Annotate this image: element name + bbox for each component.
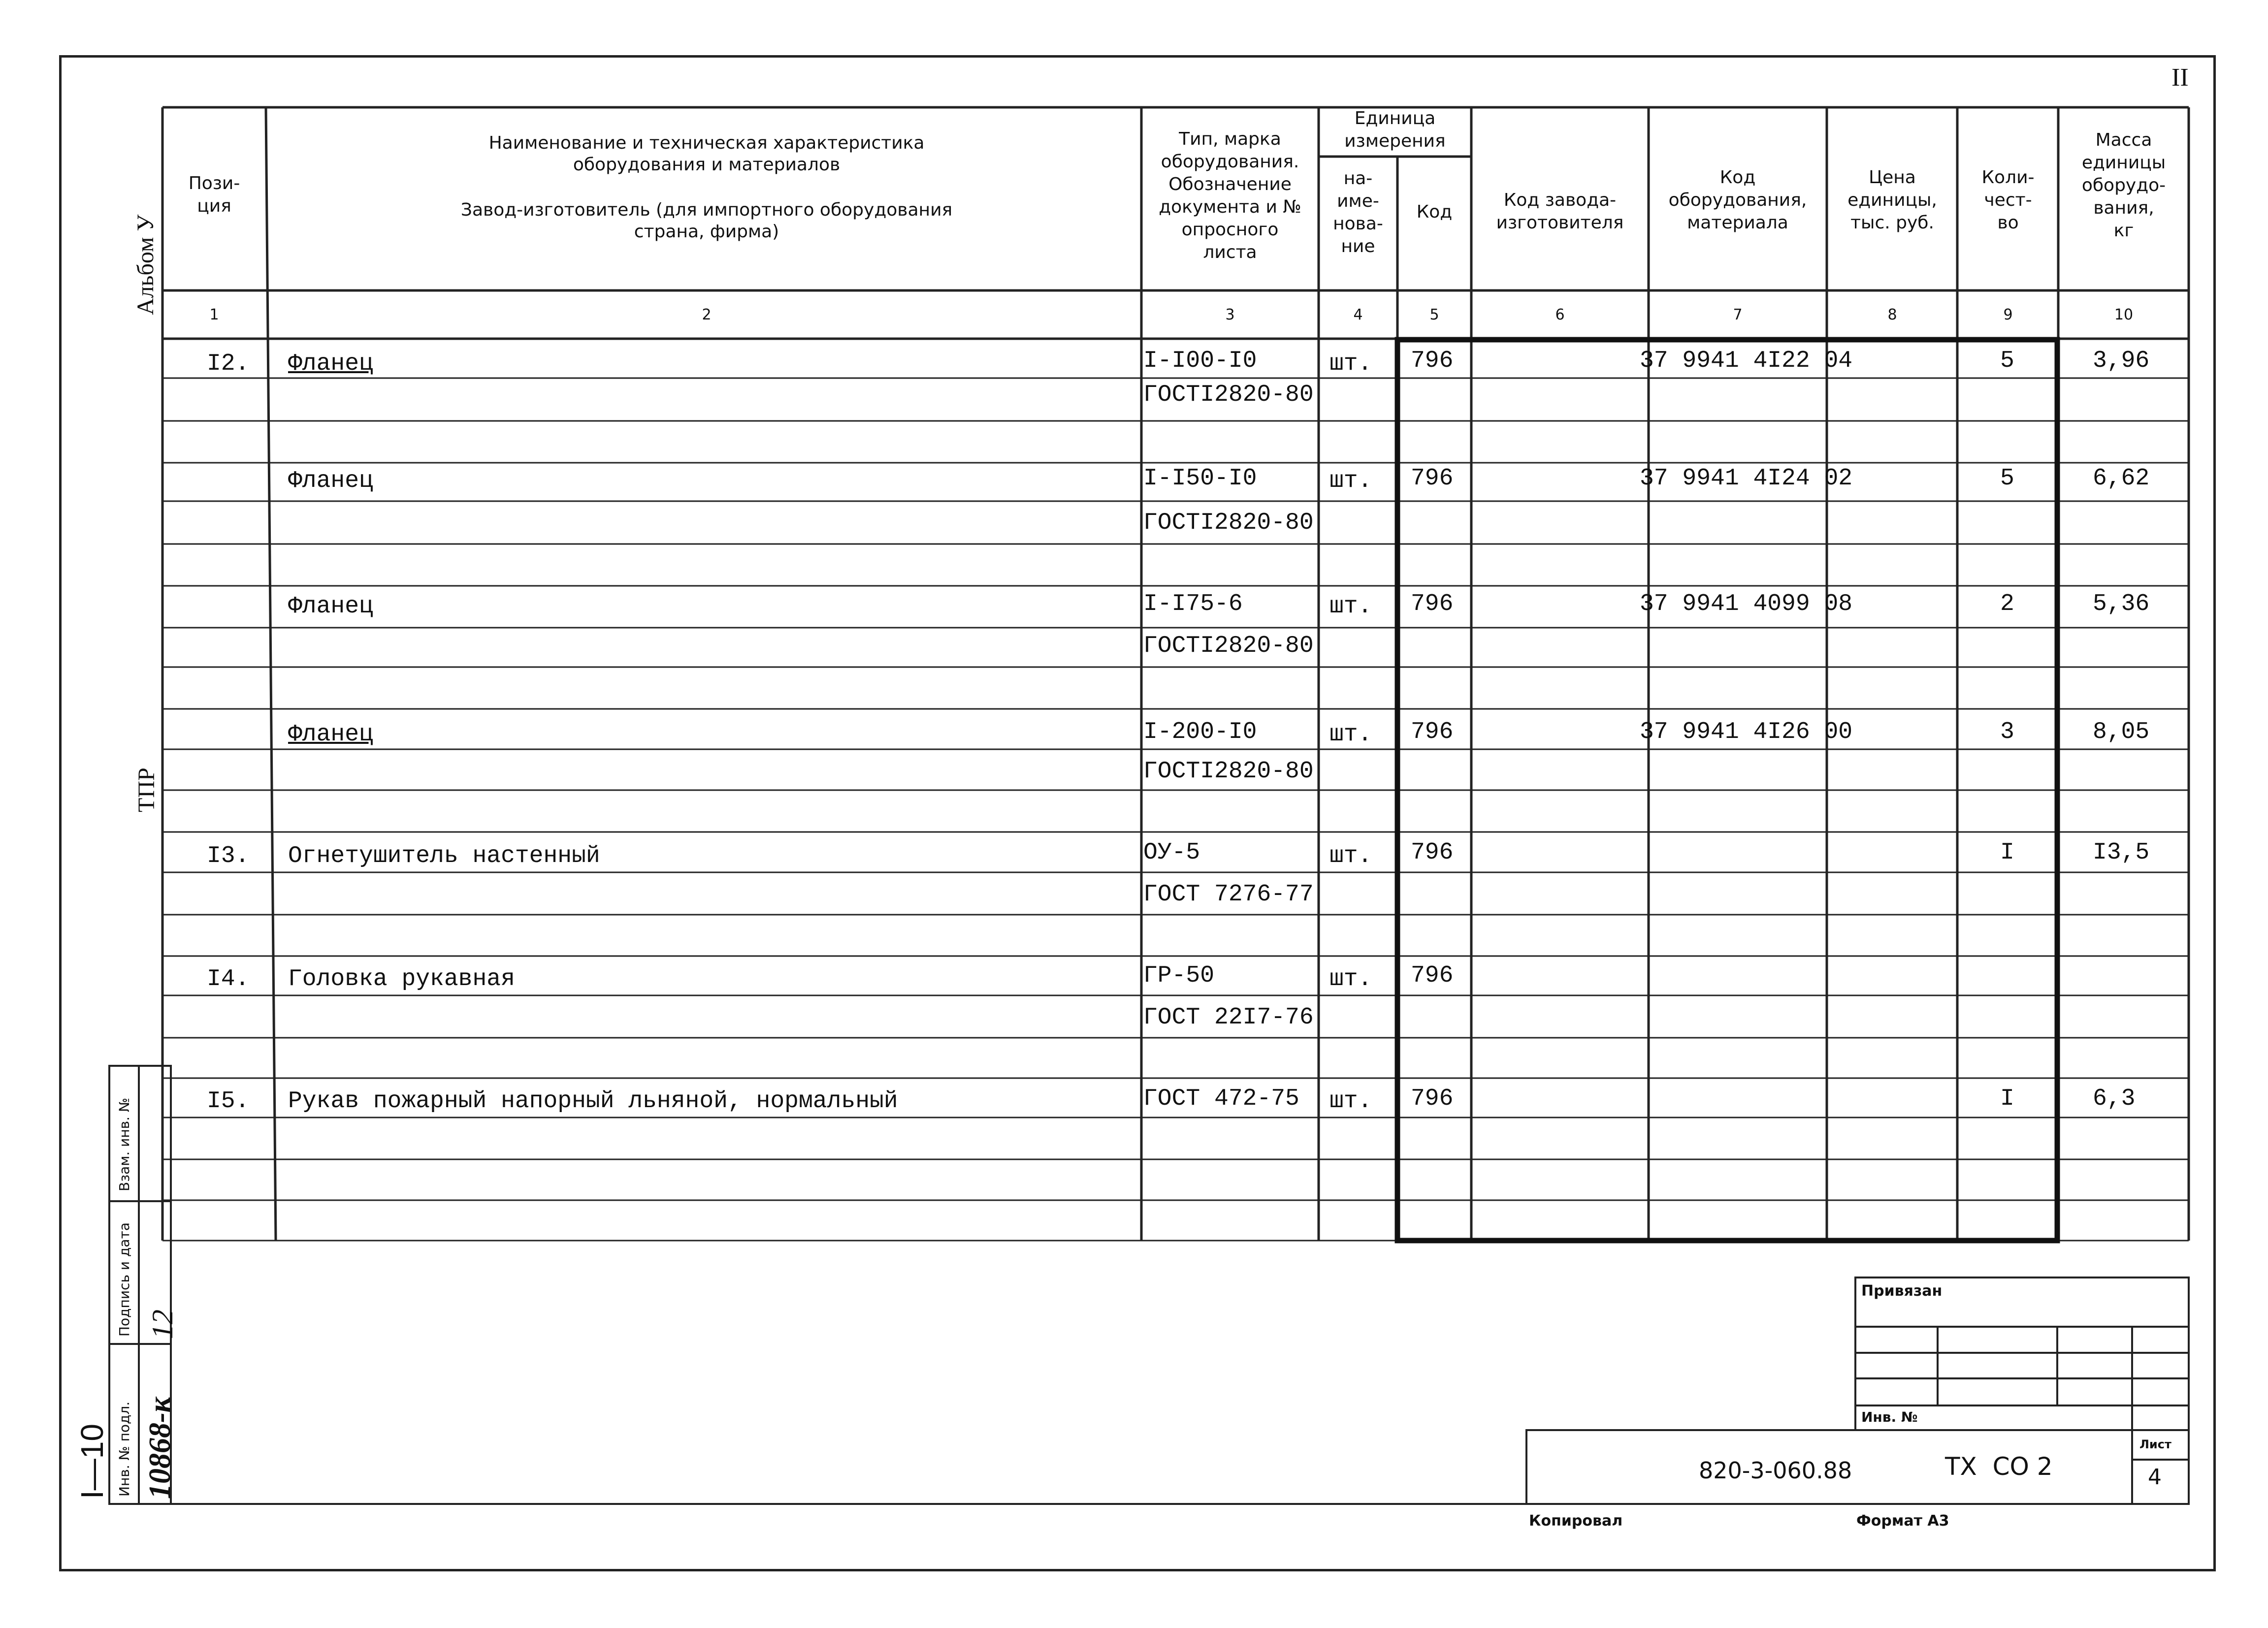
- row3-equip: 37 9941 4099 08: [1640, 591, 1853, 617]
- row3-mass: 5,36: [2093, 591, 2150, 617]
- row4-standard: ГОСТI2820-80: [1143, 758, 1314, 785]
- header-position: Пози- ция: [188, 173, 240, 216]
- row7-unit: шт.: [1329, 1088, 1372, 1115]
- row3-code: 796: [1411, 591, 1454, 617]
- col-number-6: 6: [1555, 306, 1565, 323]
- col-number-5: 5: [1429, 306, 1439, 323]
- row2-code: 796: [1411, 465, 1454, 492]
- row2-standard: ГОСТI2820-80: [1143, 510, 1314, 536]
- row4-qty: 3: [2000, 719, 2014, 745]
- row4-equip: 37 9941 4I26 00: [1640, 719, 1853, 745]
- row6-name: Головка рукавная: [288, 966, 515, 992]
- header-type: Тип, марка оборудования. Обозначение документа и № опросного листа: [1159, 129, 1301, 262]
- row1-code: 796: [1411, 348, 1454, 374]
- sheet-number-top: II: [2171, 64, 2189, 92]
- header-unit: Единица измерения: [1344, 108, 1446, 151]
- row3-qty: 2: [2000, 591, 2014, 617]
- row4-code: 796: [1411, 719, 1454, 745]
- row4-mass: 8,05: [2093, 719, 2150, 745]
- row6-position: I4.: [207, 966, 250, 992]
- header-qty: Коли- чест- во: [1981, 167, 2035, 233]
- row5-code: 796: [1411, 839, 1454, 866]
- header-unit-code: Код: [1416, 202, 1453, 222]
- row2-name: Фланец: [288, 468, 373, 494]
- row3-type: I-I75-6: [1143, 591, 1243, 617]
- row5-type: ОУ-5: [1143, 839, 1200, 866]
- header-name-2: оборудования и материалов: [573, 155, 841, 175]
- title-list-value: 4: [2148, 1465, 2162, 1490]
- stamp-inv-label: Инв. № подл.: [116, 1401, 132, 1497]
- row2-mass: 6,62: [2093, 465, 2150, 492]
- row1-unit: шт.: [1329, 351, 1372, 377]
- stamp-vzam-label: Взам. инв. №: [116, 1097, 132, 1191]
- title-doc-mark: ТХ СО 2: [1945, 1452, 2053, 1481]
- title-list-label: Лист: [2139, 1437, 2171, 1451]
- row2-equip: 37 9941 4I24 02: [1640, 465, 1853, 492]
- col-number-9: 9: [2003, 306, 2013, 323]
- header-price: Цена единицы, тыс. руб.: [1847, 167, 1937, 233]
- row6-type: ГР-50: [1143, 962, 1215, 989]
- header-mass: Масса единицы оборудо- вания, кг: [2081, 130, 2166, 241]
- col-number-1: 1: [209, 306, 219, 323]
- title-format: Формат А3: [1856, 1512, 1949, 1530]
- row2-type: I-I50-I0: [1143, 465, 1257, 492]
- row5-standard: ГОСТ 7276-77: [1143, 881, 1314, 908]
- header-name-3: Завод-изготовитель (для импортного оборудования: [460, 200, 953, 220]
- row7-code: 796: [1411, 1085, 1454, 1112]
- row1-equip: 37 9941 4I22 04: [1640, 348, 1853, 374]
- row7-name: Рукав пожарный напорный льняной, нормальный: [288, 1088, 898, 1115]
- stamp-inv-value: 10868-к: [143, 1397, 177, 1499]
- row5-qty: I: [2000, 839, 2014, 866]
- row2-qty: 5: [2000, 465, 2014, 492]
- series-code-label: I—10: [74, 1424, 110, 1499]
- row5-mass: I3,5: [2093, 839, 2150, 866]
- row1-qty: 5: [2000, 348, 2014, 374]
- row1-mass: 3,96: [2093, 348, 2150, 374]
- tpr-label: ТПР: [133, 767, 160, 812]
- row1-type: I-I00-I0: [1143, 348, 1257, 374]
- row4-unit: шт.: [1329, 721, 1372, 748]
- header-name-4: страна, фирма): [634, 222, 779, 242]
- row7-qty: I: [2000, 1085, 2014, 1112]
- col-number-8: 8: [1887, 306, 1897, 323]
- row1-position: I2.: [207, 351, 250, 377]
- row7-position: I5.: [207, 1088, 250, 1115]
- album-label: Альбом У: [132, 214, 159, 315]
- stamp-podpis-label: Подпись и дата: [116, 1222, 132, 1337]
- row5-position: I3.: [207, 843, 250, 869]
- row3-standard: ГОСТI2820-80: [1143, 633, 1314, 659]
- row7-mass: 6,3: [2093, 1085, 2136, 1112]
- row2-unit: шт.: [1329, 468, 1372, 494]
- row1-name: Фланец: [288, 351, 373, 377]
- row7-type: ГОСТ 472-75: [1143, 1085, 1299, 1112]
- col-number-3: 3: [1225, 306, 1235, 323]
- col-number-4: 4: [1353, 306, 1363, 323]
- title-privyazan: Привязан: [1861, 1282, 1943, 1300]
- title-doc-code: 820-3-060.88: [1699, 1457, 1852, 1484]
- row6-code: 796: [1411, 962, 1454, 989]
- row6-unit: шт.: [1329, 966, 1372, 992]
- title-inv-no: Инв. №: [1861, 1409, 1918, 1425]
- header-equip-code: Код оборудования, материала: [1668, 167, 1807, 233]
- header-factory-code: Код завода- изготовителя: [1496, 190, 1624, 233]
- row6-standard: ГОСТ 22I7-76: [1143, 1004, 1314, 1031]
- stamp-sign-value: 12: [146, 1309, 179, 1339]
- col-number-7: 7: [1733, 306, 1743, 323]
- row4-type: I-200-I0: [1143, 719, 1257, 745]
- row3-name: Фланец: [288, 593, 373, 620]
- row1-standard: ГОСТI2820-80: [1143, 382, 1314, 408]
- title-copied: Копировал: [1529, 1512, 1623, 1530]
- row5-name: Огнетушитель настенный: [288, 843, 600, 869]
- row3-unit: шт.: [1329, 593, 1372, 620]
- col-number-2: 2: [702, 306, 712, 323]
- header-name-1: Наименование и техническая характеристика: [488, 133, 925, 153]
- header-unit-name: на- име- нова- ние: [1333, 168, 1383, 256]
- col-number-10: 10: [2114, 306, 2134, 323]
- row4-name: Фланец: [288, 721, 373, 748]
- row5-unit: шт.: [1329, 843, 1372, 869]
